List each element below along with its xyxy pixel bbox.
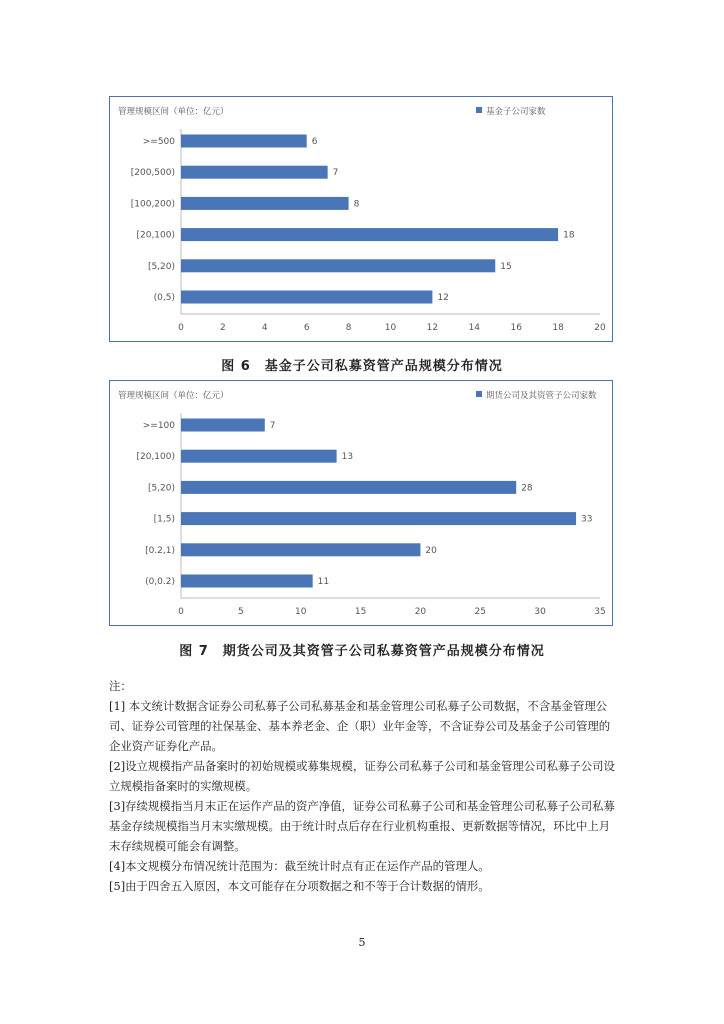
data-label: 28 xyxy=(521,483,533,494)
x-tick-label: 8 xyxy=(345,323,352,333)
x-tick-label: 20 xyxy=(414,607,427,617)
x-tick-label: 6 xyxy=(303,323,310,333)
x-tick-label: 30 xyxy=(534,607,546,617)
bar xyxy=(181,512,576,525)
bar xyxy=(181,259,495,272)
caption-fig6: 图 6 基金子公司私募资管产品规模分布情况 xyxy=(221,359,503,374)
x-tick-label: 4 xyxy=(261,323,268,333)
chart-fund-subsidiary-svg xyxy=(110,97,612,341)
bar xyxy=(181,197,349,210)
category-label: [5,20) xyxy=(147,483,175,494)
x-tick-label: 18 xyxy=(552,323,564,333)
x-tick-label: 12 xyxy=(426,323,439,333)
data-label: 6 xyxy=(311,137,318,147)
note-item-4: [4]本文规模分布情况统计范围为：截至统计时点有正在运作产品的管理人。 xyxy=(109,859,490,873)
bar xyxy=(181,575,313,588)
category-label: >=100 xyxy=(142,421,175,431)
legend-label: 期货公司及其资管子公司家数 xyxy=(486,391,597,401)
x-tick-label: 2 xyxy=(220,323,226,333)
caption-fig7: 图 7 期货公司及其资管子公司私募资管产品规模分布情况 xyxy=(179,644,545,659)
category-label: [1,5) xyxy=(153,514,175,525)
data-label: 18 xyxy=(563,230,575,241)
x-tick-label: 35 xyxy=(594,607,606,617)
bar xyxy=(181,450,337,463)
category-label: [20,100) xyxy=(136,230,175,241)
legend-swatch xyxy=(476,391,482,397)
x-tick-label: 16 xyxy=(510,323,522,333)
chart-futures-company xyxy=(109,380,613,626)
data-label: 7 xyxy=(269,421,276,431)
data-label: 13 xyxy=(341,452,354,463)
data-label: 8 xyxy=(353,199,360,210)
data-label: 15 xyxy=(500,261,512,272)
note-item-1: [1] 本文统计数据含证券公司私募子公司私募基金和基金管理公司私募子公司数据，不含基金管理公司、证券公司管理的社保基金、基本养老金、企（职）业年金等，不含证券公司及基金子公司管理的企业资产证券化产品。 xyxy=(109,699,611,753)
chart-fund-subsidiary xyxy=(109,96,613,342)
notes-heading: 注： xyxy=(109,679,132,693)
category-label: [0.2,1) xyxy=(145,545,175,556)
bar xyxy=(181,419,265,432)
legend-label: 基金子公司家数 xyxy=(486,107,546,117)
x-tick-label: 14 xyxy=(468,323,481,333)
bar xyxy=(181,135,307,148)
notes-section xyxy=(109,676,615,896)
x-tick-label: 25 xyxy=(474,607,487,617)
x-tick-label: 10 xyxy=(294,607,307,617)
x-tick-label: 0 xyxy=(178,323,184,333)
chart-futures-company-svg xyxy=(110,381,612,625)
bar xyxy=(181,481,516,494)
data-label: 11 xyxy=(317,577,330,587)
data-label: 33 xyxy=(581,514,593,525)
x-tick-label: 0 xyxy=(178,607,184,617)
x-tick-label: 10 xyxy=(384,323,397,333)
category-label: [200,500) xyxy=(130,168,175,179)
note-item-2: [2]设立规模指产品备案时的初始规模或募集规模，证券公司私募子公司和基金管理公司私募子公司设立规模指备案时的实缴规模。 xyxy=(109,759,615,793)
x-tick-label: 5 xyxy=(237,607,244,617)
note-item-3: [3]存续规模指当月末正在运作产品的资产净值，证券公司私募子公司和基金管理公司私募子公司私募基金存续规模指当月末实缴规模。由于统计时点后存在行业机构重报、更新数据等情况，环比中上月末存续规模可能会有调整。 xyxy=(109,799,615,853)
chart-title: 管理规模区间（单位：亿元） xyxy=(118,391,229,401)
bar xyxy=(181,291,432,304)
x-tick-label: 20 xyxy=(594,323,606,333)
data-label: 20 xyxy=(425,545,437,556)
bar xyxy=(181,166,328,179)
chart-title: 管理规模区间（单位：亿元） xyxy=(118,107,229,117)
data-label: 12 xyxy=(437,293,449,303)
page-number: 5 xyxy=(358,936,366,949)
category-label: [20,100) xyxy=(136,452,175,463)
category-label: (0,5) xyxy=(153,293,175,303)
category-label: >=500 xyxy=(142,137,175,147)
x-tick-label: 15 xyxy=(354,607,367,617)
category-label: (0,0.2) xyxy=(145,577,175,587)
note-item-5: [5]由于四舍五入原因，本文可能存在分项数据之和不等于合计数据的情形。 xyxy=(109,879,490,893)
bar xyxy=(181,228,558,241)
legend-swatch xyxy=(476,107,482,113)
category-label: [100,200) xyxy=(130,199,175,210)
bar xyxy=(181,543,420,556)
data-label: 7 xyxy=(332,168,339,179)
category-label: [5,20) xyxy=(147,261,175,272)
